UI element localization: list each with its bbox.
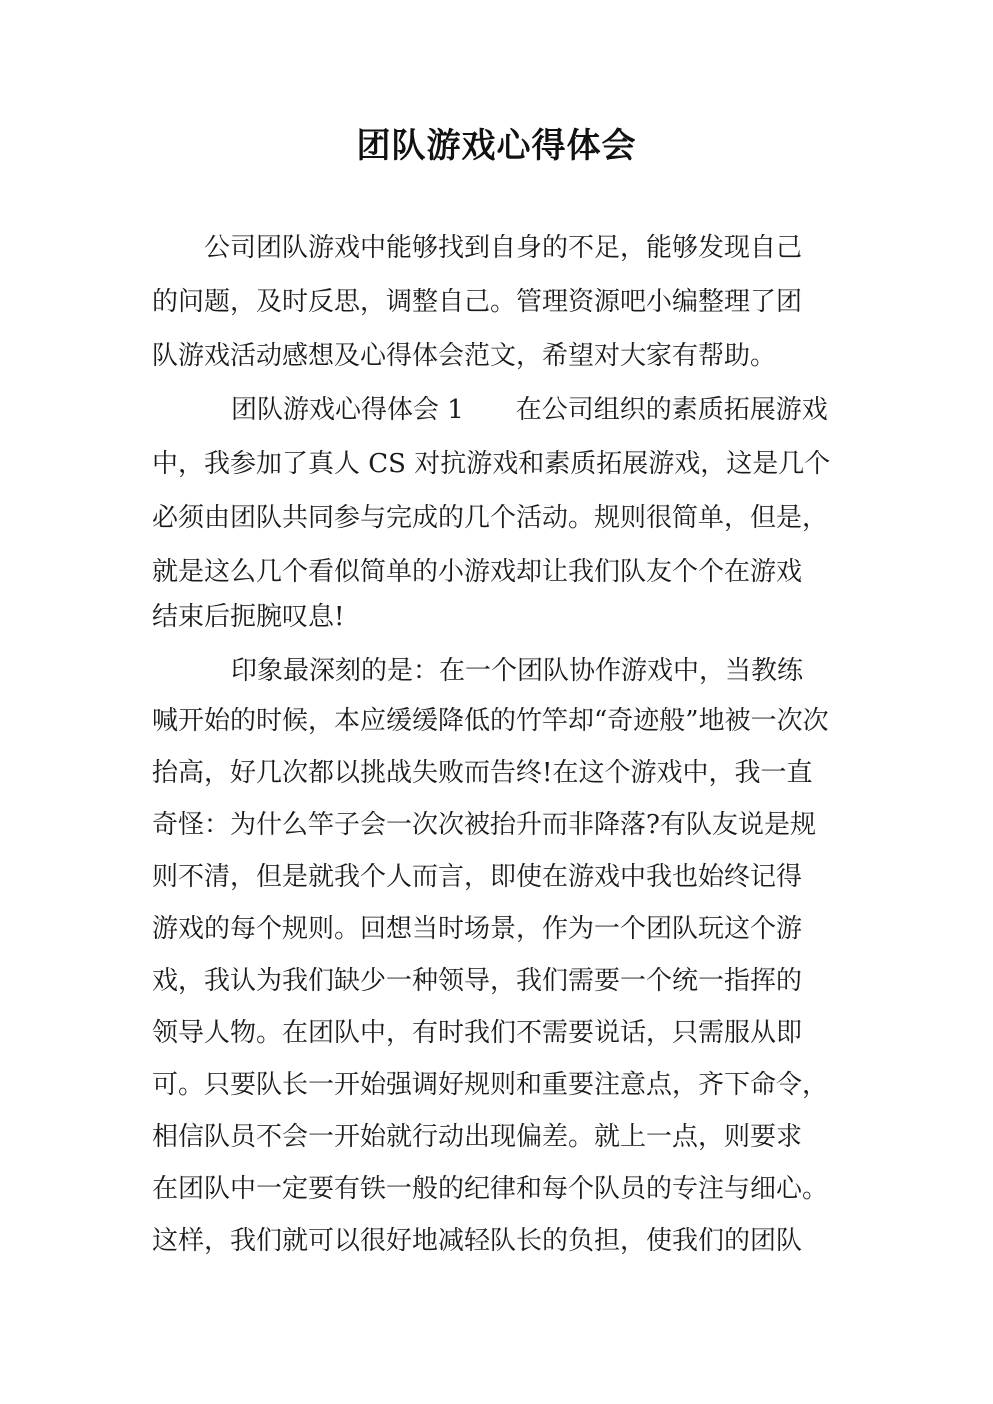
text-line: 奇怪：为什么竿子会一次次被抬升而非降落?有队友说是规 xyxy=(152,810,816,840)
text-line: 领导人物。在团队中，有时我们不需要说话，只需服从即 xyxy=(152,1018,803,1048)
text-line: 印象最深刻的是：在一个团队协作游戏中，当教练 xyxy=(231,656,804,686)
text-line: 戏，我认为我们缺少一种领导，我们需要一个统一指挥的 xyxy=(152,966,803,996)
text-line: 队游戏活动感想及心得体会范文，希望对大家有帮助。 xyxy=(152,341,777,371)
text-line: 在团队中一定要有铁一般的纪律和每个队员的专注与细心。 xyxy=(152,1174,829,1204)
text-line: 可。只要队长一开始强调好规则和重要注意点，齐下命令， xyxy=(152,1070,829,1100)
text-line: 相信队员不会一开始就行动出现偏差。就上一点，则要求 xyxy=(152,1122,803,1152)
text-line: 就是这么几个看似简单的小游戏却让我们队友个个在游戏 xyxy=(152,557,803,587)
text-line: 抬高，好几次都以挑战失败而告终!在这个游戏中，我一直 xyxy=(152,758,813,788)
text-line: 喊开始的时候，本应缓缓降低的竹竿却“奇迹般”地被一次次 xyxy=(152,706,829,736)
text-line: 中，我参加了真人 CS 对抗游戏和素质拓展游戏，这是几个 xyxy=(152,449,831,479)
text-line: 游戏的每个规则。回想当时场景，作为一个团队玩这个游 xyxy=(152,914,803,944)
document-title: 团队游戏心得体会 xyxy=(356,126,637,166)
text-line: 则不清，但是就我个人而言，即使在游戏中我也始终记得 xyxy=(152,862,803,892)
text-line: 这样，我们就可以很好地减轻队长的负担，使我们的团队 xyxy=(152,1226,803,1256)
text-line: 必须由团队共同参与完成的几个活动。规则很简单，但是， xyxy=(152,503,829,533)
text-line: 公司团队游戏中能够找到自身的不足，能够发现自己 xyxy=(204,233,803,263)
text-line: 结束后扼腕叹息! xyxy=(152,602,345,632)
text-line: 的问题，及时反思，调整自己。管理资源吧小编整理了团 xyxy=(152,287,803,317)
text-line: 团队游戏心得体会 1 在公司组织的素质拓展游戏 xyxy=(231,395,828,425)
